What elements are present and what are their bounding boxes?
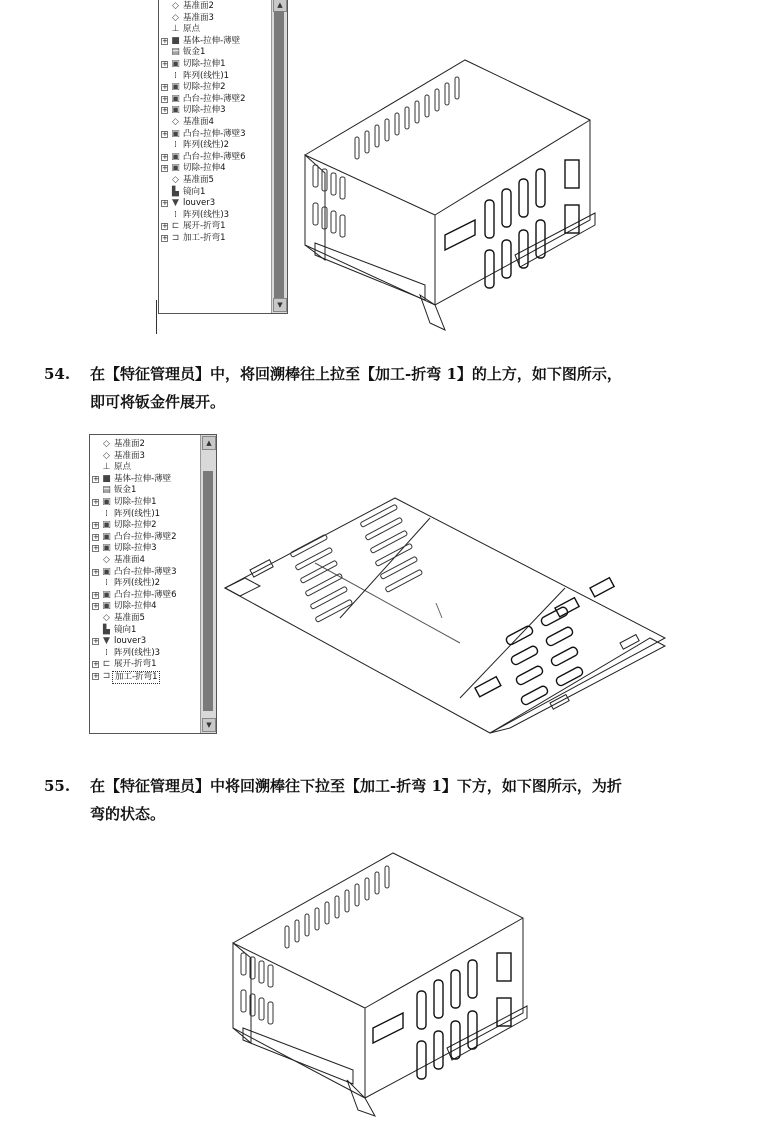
step-54 xyxy=(44,360,780,416)
extrude-icon: ■ xyxy=(102,473,111,484)
tree-item[interactable] xyxy=(159,221,271,233)
step-number: 54. xyxy=(44,365,71,383)
tree-item[interactable] xyxy=(90,439,200,451)
cut-icon: ▣ xyxy=(102,520,111,531)
tree-item[interactable] xyxy=(159,163,271,175)
plane-icon: ◇ xyxy=(103,554,110,565)
expand-icon[interactable]: + xyxy=(162,222,168,231)
expand-icon[interactable]: + xyxy=(162,83,168,92)
scroll-thumb[interactable] xyxy=(274,11,284,301)
tree-item[interactable] xyxy=(90,555,200,567)
pattern-icon: ⁞ xyxy=(105,508,108,519)
tree-item-label: 基准面4 xyxy=(183,116,214,127)
tree-item-label: 基准面2 xyxy=(114,439,145,449)
cut-icon: ▣ xyxy=(171,105,180,116)
pattern-icon: ⁞ xyxy=(105,647,108,658)
tree-item-label: 加工-折弯1 xyxy=(183,232,226,243)
tree-item-label: 镜向1 xyxy=(114,624,137,635)
step-text-line2: 即可将钣金件展开。 xyxy=(90,393,226,411)
expand-icon[interactable]: + xyxy=(162,233,168,242)
boss-icon: ▣ xyxy=(171,151,180,162)
tree-item[interactable] xyxy=(90,671,200,683)
cut-icon: ▣ xyxy=(171,58,180,69)
tree-item-label: 展开-折弯1 xyxy=(183,221,226,232)
tree-item[interactable] xyxy=(159,59,271,71)
expand-icon[interactable]: + xyxy=(93,474,99,483)
process-bend-icon: ⊐ xyxy=(171,232,180,243)
tree-item[interactable] xyxy=(159,233,271,245)
tree-item[interactable] xyxy=(159,13,271,25)
feature-tree-rows xyxy=(159,1,271,244)
tree-item[interactable] xyxy=(90,613,200,625)
flat-pattern-model xyxy=(220,488,670,738)
plane-icon: ◇ xyxy=(172,12,179,23)
tree-item-label: 切除-拉伸3 xyxy=(114,543,157,554)
expand-icon[interactable]: + xyxy=(93,637,99,646)
tree-item-label: 切除-拉伸4 xyxy=(114,601,157,612)
tree-item-label: 原点 xyxy=(114,462,132,473)
expand-icon[interactable]: + xyxy=(162,59,168,68)
plane-icon: ◇ xyxy=(172,116,179,127)
tree-item[interactable] xyxy=(90,636,200,648)
feature-tree-top xyxy=(158,0,288,314)
rollback-bar-line xyxy=(156,300,157,334)
tree-item-label: 凸台-拉伸-薄壁6 xyxy=(114,589,177,600)
expand-icon[interactable]: + xyxy=(93,671,99,680)
expand-icon[interactable]: + xyxy=(162,152,168,161)
tree-item[interactable] xyxy=(90,567,200,579)
tree-item[interactable] xyxy=(159,47,271,59)
tree-item-label: 阵列(线性)1 xyxy=(183,70,230,81)
tree-item-label: 阵列(线性)3 xyxy=(183,209,230,220)
expand-icon[interactable]: + xyxy=(93,532,99,541)
tree-item[interactable] xyxy=(90,462,200,474)
tree-item[interactable] xyxy=(90,497,200,509)
tree-item[interactable] xyxy=(159,198,271,210)
tree-item-label: 基体-拉伸-薄壁 xyxy=(114,473,172,484)
tree-item[interactable] xyxy=(159,210,271,222)
tree-item[interactable] xyxy=(90,601,200,613)
tree-scrollbar[interactable] xyxy=(271,0,287,313)
cut-icon: ▣ xyxy=(171,163,180,174)
tree-item[interactable] xyxy=(90,590,200,602)
tree-item-label: 镜向1 xyxy=(183,186,206,197)
boss-icon: ▣ xyxy=(102,566,111,577)
tree-item[interactable] xyxy=(90,474,200,486)
origin-icon: ⊥ xyxy=(102,462,111,473)
unfold-icon: ⊏ xyxy=(102,659,111,670)
pattern-icon: ⁞ xyxy=(174,70,177,81)
tree-item-label: 基准面4 xyxy=(114,554,145,565)
plane-icon: ◇ xyxy=(103,612,110,623)
tree-item[interactable] xyxy=(90,578,200,590)
tree-item-label: 基准面2 xyxy=(183,1,214,11)
tree-item[interactable] xyxy=(90,485,200,497)
tree-item-label: 切除-拉伸2 xyxy=(114,520,157,531)
expand-icon[interactable]: + xyxy=(162,164,168,173)
step-text-line2: 弯的状态。 xyxy=(90,805,166,823)
tree-item[interactable] xyxy=(90,625,200,637)
expand-icon[interactable]: + xyxy=(162,199,168,208)
tree-item-label: 基准面5 xyxy=(183,174,214,185)
feature-tree-rows xyxy=(90,439,200,682)
step-text-line1: 在【特征管理员】中，将回溯棒往上拉至【加工-折弯 1】的上方，如下图所示， xyxy=(90,365,622,383)
mirror-icon: ▙ xyxy=(103,624,110,635)
tree-item[interactable] xyxy=(90,520,200,532)
tree-item-label: 基准面3 xyxy=(183,12,214,23)
tree-item[interactable] xyxy=(159,152,271,164)
scroll-down-icon[interactable]: ▼ xyxy=(202,718,216,732)
expand-icon[interactable]: + xyxy=(93,602,99,611)
tree-item-label: 钣金1 xyxy=(114,485,137,496)
tree-item[interactable] xyxy=(159,105,271,117)
feature-tree-middle xyxy=(89,434,217,734)
tree-item-label: 原点 xyxy=(183,24,201,35)
tree-item[interactable] xyxy=(90,532,200,544)
expand-icon[interactable]: + xyxy=(93,660,99,669)
pattern-icon: ⁞ xyxy=(174,209,177,220)
louver-icon: ▼ xyxy=(172,198,179,209)
expand-icon[interactable]: + xyxy=(162,106,168,115)
expand-icon[interactable]: + xyxy=(162,129,168,138)
scroll-down-icon[interactable]: ▼ xyxy=(273,298,287,312)
tree-item-label: 切除-拉伸4 xyxy=(183,163,226,174)
boss-icon: ▣ xyxy=(171,128,180,139)
expand-icon[interactable]: + xyxy=(162,36,168,45)
sheetmetal-icon: ▤ xyxy=(102,485,111,496)
scroll-thumb[interactable] xyxy=(203,471,213,711)
extrude-icon: ■ xyxy=(171,35,180,46)
louver-icon: ▼ xyxy=(103,636,110,647)
tree-item-label: 基准面5 xyxy=(114,612,145,623)
tree-item-label: 凸台-拉伸-薄壁2 xyxy=(114,531,177,542)
tree-item-label: 切除-拉伸1 xyxy=(183,58,226,69)
tree-item-label: 切除-拉伸2 xyxy=(183,82,226,93)
tree-item[interactable] xyxy=(90,648,200,660)
unfold-icon: ⊏ xyxy=(171,221,180,232)
tree-item[interactable] xyxy=(159,71,271,83)
plane-icon: ◇ xyxy=(172,174,179,185)
tree-item-label: 凸台-拉伸-薄壁3 xyxy=(183,128,246,139)
tree-item-label: louver3 xyxy=(114,636,147,647)
process-bend-icon: ⊐ xyxy=(102,670,111,681)
cut-icon: ▣ xyxy=(102,496,111,507)
boss-icon: ▣ xyxy=(102,589,111,600)
expand-icon[interactable]: + xyxy=(93,567,99,576)
cut-icon: ▣ xyxy=(102,601,111,612)
tree-item-label: 阵列(线性)2 xyxy=(114,578,161,589)
expand-icon[interactable]: + xyxy=(162,94,168,103)
expand-icon[interactable]: + xyxy=(93,544,99,553)
tree-item[interactable] xyxy=(159,140,271,152)
plane-icon: ◇ xyxy=(103,450,110,461)
pattern-icon: ⁞ xyxy=(174,140,177,151)
tree-item-label: 基准面3 xyxy=(114,450,145,461)
tree-item-label: louver3 xyxy=(183,198,216,209)
step-number: 55. xyxy=(44,777,71,795)
plane-icon: ◇ xyxy=(172,1,179,11)
boss-icon: ▣ xyxy=(102,531,111,542)
tree-item-label: 凸台-拉伸-薄壁3 xyxy=(114,566,177,577)
tree-item[interactable] xyxy=(159,24,271,36)
tree-item[interactable] xyxy=(159,117,271,129)
expand-icon[interactable]: + xyxy=(93,521,99,530)
tree-item[interactable] xyxy=(90,543,200,555)
tree-item[interactable] xyxy=(159,1,271,13)
origin-icon: ⊥ xyxy=(171,24,180,35)
tree-item-label: 阵列(线性)3 xyxy=(114,647,161,658)
tree-item[interactable] xyxy=(159,175,271,187)
tree-item[interactable] xyxy=(90,509,200,521)
tree-item-label: 切除-拉伸3 xyxy=(183,105,226,116)
folded-sheetmetal-model-top xyxy=(295,55,615,345)
step-text-line1: 在【特征管理员】中将回溯棒往下拉至【加工-折弯 1】下方，如下图所示，为折 xyxy=(90,777,622,795)
scroll-up-icon[interactable]: ▲ xyxy=(202,436,216,450)
plane-icon: ◇ xyxy=(103,439,110,449)
tree-item[interactable] xyxy=(159,129,271,141)
tree-scrollbar[interactable] xyxy=(200,435,216,733)
tree-item-label: 阵列(线性)1 xyxy=(114,508,161,519)
expand-icon[interactable]: + xyxy=(93,590,99,599)
tree-item[interactable] xyxy=(159,187,271,199)
tree-item-label: 阵列(线性)2 xyxy=(183,140,230,151)
pattern-icon: ⁞ xyxy=(105,578,108,589)
expand-icon[interactable]: + xyxy=(93,497,99,506)
tree-item[interactable] xyxy=(159,94,271,106)
tree-item-label: 切除-拉伸1 xyxy=(114,496,157,507)
tree-item-label: 钣金1 xyxy=(183,47,206,58)
cut-icon: ▣ xyxy=(171,82,180,93)
cut-icon: ▣ xyxy=(102,543,111,554)
scroll-up-icon[interactable]: ▲ xyxy=(273,0,287,12)
mirror-icon: ▙ xyxy=(172,186,179,197)
tree-item[interactable] xyxy=(159,82,271,94)
tree-item-label: 加工-折弯1 xyxy=(112,671,160,685)
tree-item-label: 凸台-拉伸-薄壁6 xyxy=(183,151,246,162)
tree-item[interactable] xyxy=(159,36,271,48)
boss-icon: ▣ xyxy=(171,93,180,104)
tree-item[interactable] xyxy=(90,659,200,671)
tree-item-label: 基体-拉伸-薄壁 xyxy=(183,35,241,46)
sheetmetal-icon: ▤ xyxy=(171,47,180,58)
tree-item-label: 展开-折弯1 xyxy=(114,659,157,670)
tree-item-label: 凸台-拉伸-薄壁2 xyxy=(183,93,246,104)
step-55 xyxy=(44,772,780,828)
folded-sheetmetal-model-bottom xyxy=(225,848,535,1118)
tree-item[interactable] xyxy=(90,451,200,463)
